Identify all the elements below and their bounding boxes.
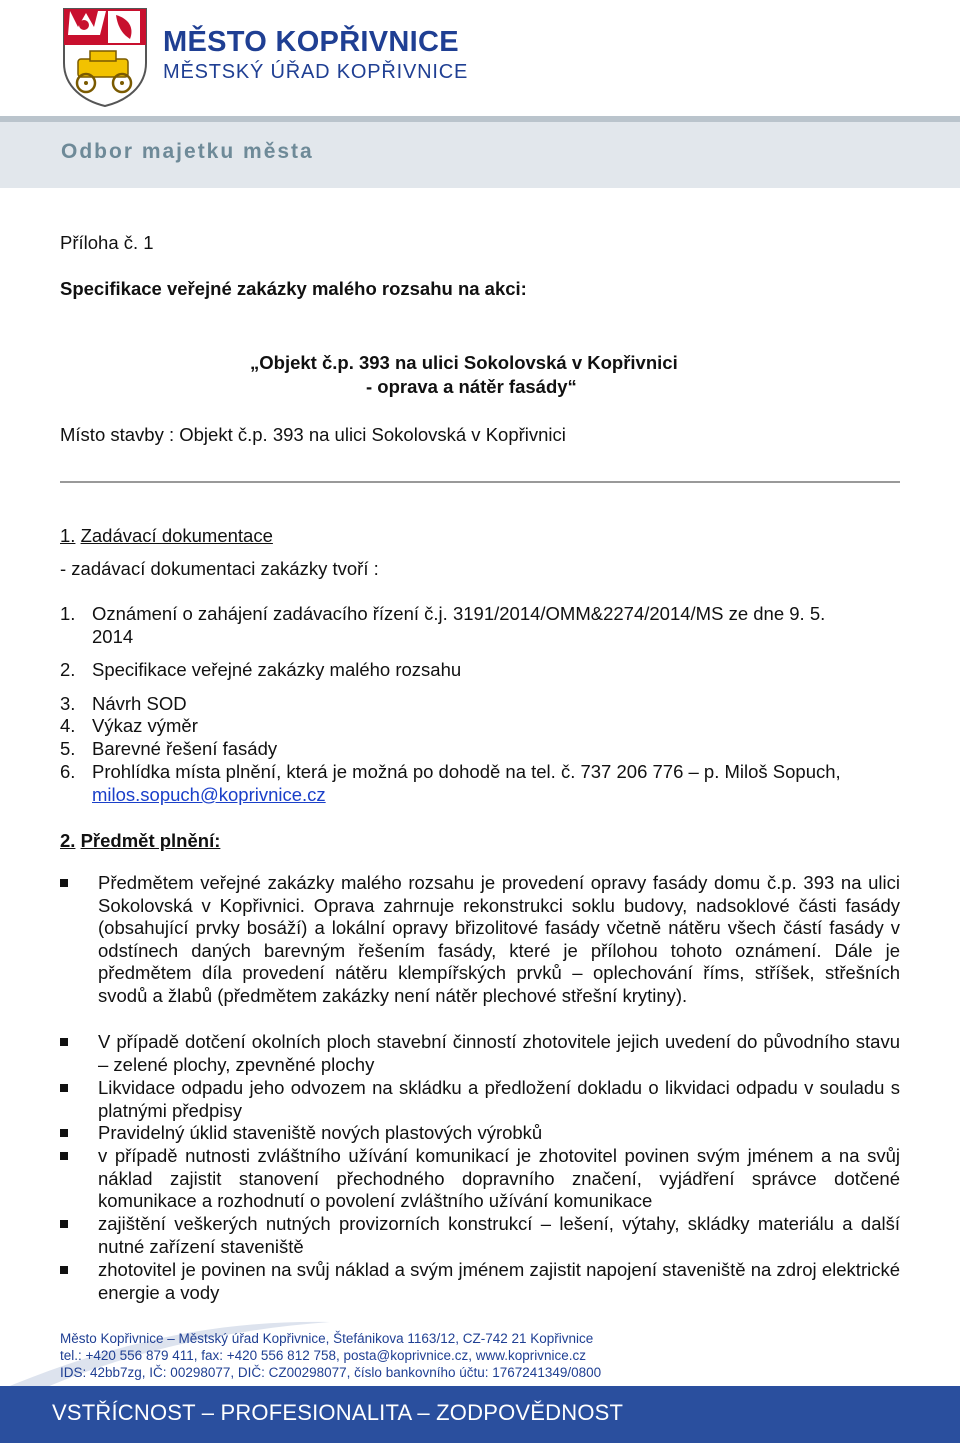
list-item-number: 6.	[60, 761, 76, 782]
square-bullet-icon	[60, 1266, 68, 1274]
square-bullet-icon	[60, 1220, 68, 1228]
bullet-text: zajištění veškerých nutných provizorních konstrukcí – lešení, výtahy, skládky materiálu a další nutné zařízení staveniště	[98, 1213, 900, 1257]
object-title-line1: „Objekt č.p. 393 na ulici Sokolovská v Kopřivnici	[250, 352, 678, 373]
list-item-number: 4.	[60, 715, 76, 736]
list-item-number: 3.	[60, 693, 76, 714]
bullet-text: Pravidelný úklid staveniště nových plastových výrobků	[98, 1122, 543, 1143]
section2-number: 2.	[60, 830, 76, 851]
list-item-text-cont: 2014	[92, 626, 134, 647]
section2-title: Předmět plnění:	[80, 830, 221, 851]
bullet-text: v případě nutnosti zvláštního užívání komunikací je zhotovitel povinen svým jménem a na svůj náklad zajistit stanovení přechodného dopravního značení, vyjádření správce dotčené komunikace a rozhodnutí o povolení zvláštního užívání komunikace	[98, 1145, 900, 1212]
email-link-text[interactable]: milos.sopuch@koprivnice.cz	[92, 784, 326, 805]
city-coat-of-arms-icon	[60, 5, 150, 108]
section1-heading	[60, 524, 273, 547]
list-item-text: Prohlídka místa plnění, která je možná po dohodě na tel. č. 737 206 776 – p. Miloš Sopuch,	[92, 761, 841, 782]
list-item-text: Výkaz výměr	[92, 715, 198, 736]
square-bullet-icon	[60, 1152, 68, 1160]
list-item-text: Oznámení o zahájení zadávacího řízení č.j. 3191/2014/OMM&2274/2014/MS ze dne 9. 5.	[92, 603, 826, 624]
department-name: Odbor majetku města	[61, 140, 314, 163]
site-location: Místo stavby : Objekt č.p. 393 na ulici Sokolovská v Kopřivnici	[60, 424, 566, 445]
list-item-text: Návrh SOD	[92, 693, 187, 714]
section-divider	[60, 481, 900, 483]
footer-contacts: tel.: +420 556 879 411, fax: +420 556 812 758, posta@koprivnice.cz, www.koprivnice.cz	[60, 1348, 587, 1363]
city-name: MĚSTO KOPŘIVNICE	[163, 26, 459, 58]
section1-title: Zadávací dokumentace	[80, 525, 273, 546]
list-item-number: 1.	[60, 603, 76, 624]
list-item-text: Barevné řešení fasády	[92, 738, 278, 759]
list-item-text: Specifikace veřejné zakázky malého rozsahu	[92, 659, 462, 680]
square-bullet-icon	[60, 1129, 68, 1137]
bullet-text: V případě dotčení okolních ploch stavební činností zhotovitele jejich uvedení do původního stavu – zelené plochy, zpevněné plochy	[98, 1031, 900, 1075]
spec-title: Specifikace veřejné zakázky malého rozsahu na akci:	[60, 278, 527, 299]
email-link[interactable]	[92, 783, 326, 806]
footer-ids: IDS: 42bb7zg, IČ: 00298077, DIČ: CZ00298077, číslo bankovního účtu: 1767241349/0800	[60, 1365, 602, 1380]
list-item-number: 5.	[60, 738, 76, 759]
bullet-text: Předmětem veřejné zakázky malého rozsahu je provedení opravy fasády domu č.p. 393 na ulici Sokolovská v Kopřivnici. Oprava zahrnuje rekonstrukci soklu budovy, nadsoklové části fasády (obsahující prvky bosáží) a lokální opravy břizolitové fasády včetně nátěru všech částí fasády v odstínech daných barevným řešením fasády, které je přílohou tohoto oznámení. Dále je předmětem díla provedení nátěru klempířských prvků – oplechování říms, stříšek, střešních svodů a žlabů (předmětem zakázky není nátěr plechové střešní krytiny).	[98, 872, 900, 1006]
footer-address: Město Kopřivnice – Městský úřad Kopřivnice, Štefánikova 1163/12, CZ-742 21 Kopřivnice	[60, 1331, 594, 1346]
square-bullet-icon	[60, 1084, 68, 1092]
attachment-label: Příloha č. 1	[60, 232, 154, 253]
list-item-number: 2.	[60, 659, 76, 680]
bullet-text: Likvidace odpadu jeho odvozem na skládku a předložení dokladu o likvidaci odpadu v souladu s platnými předpisy	[98, 1077, 900, 1121]
office-name: MĚSTSKÝ ÚŘAD KOPŘIVNICE	[163, 61, 469, 83]
bullet-text: zhotovitel je povinen na svůj náklad a svým jménem zajistit napojení staveniště na zdroj elektrické energie a vody	[98, 1259, 900, 1303]
section1-intro: - zadávací dokumentaci zakázky tvoří :	[60, 558, 379, 579]
footer-motto: VSTŘÍCNOST – PROFESIONALITA – ZODPOVĚDNOST	[52, 1400, 624, 1425]
section1-number: 1.	[60, 525, 76, 546]
section2-heading	[60, 829, 220, 852]
object-title-line2: - oprava a nátěr fasády“	[366, 376, 577, 397]
square-bullet-icon	[60, 1038, 68, 1046]
square-bullet-icon	[60, 879, 68, 887]
